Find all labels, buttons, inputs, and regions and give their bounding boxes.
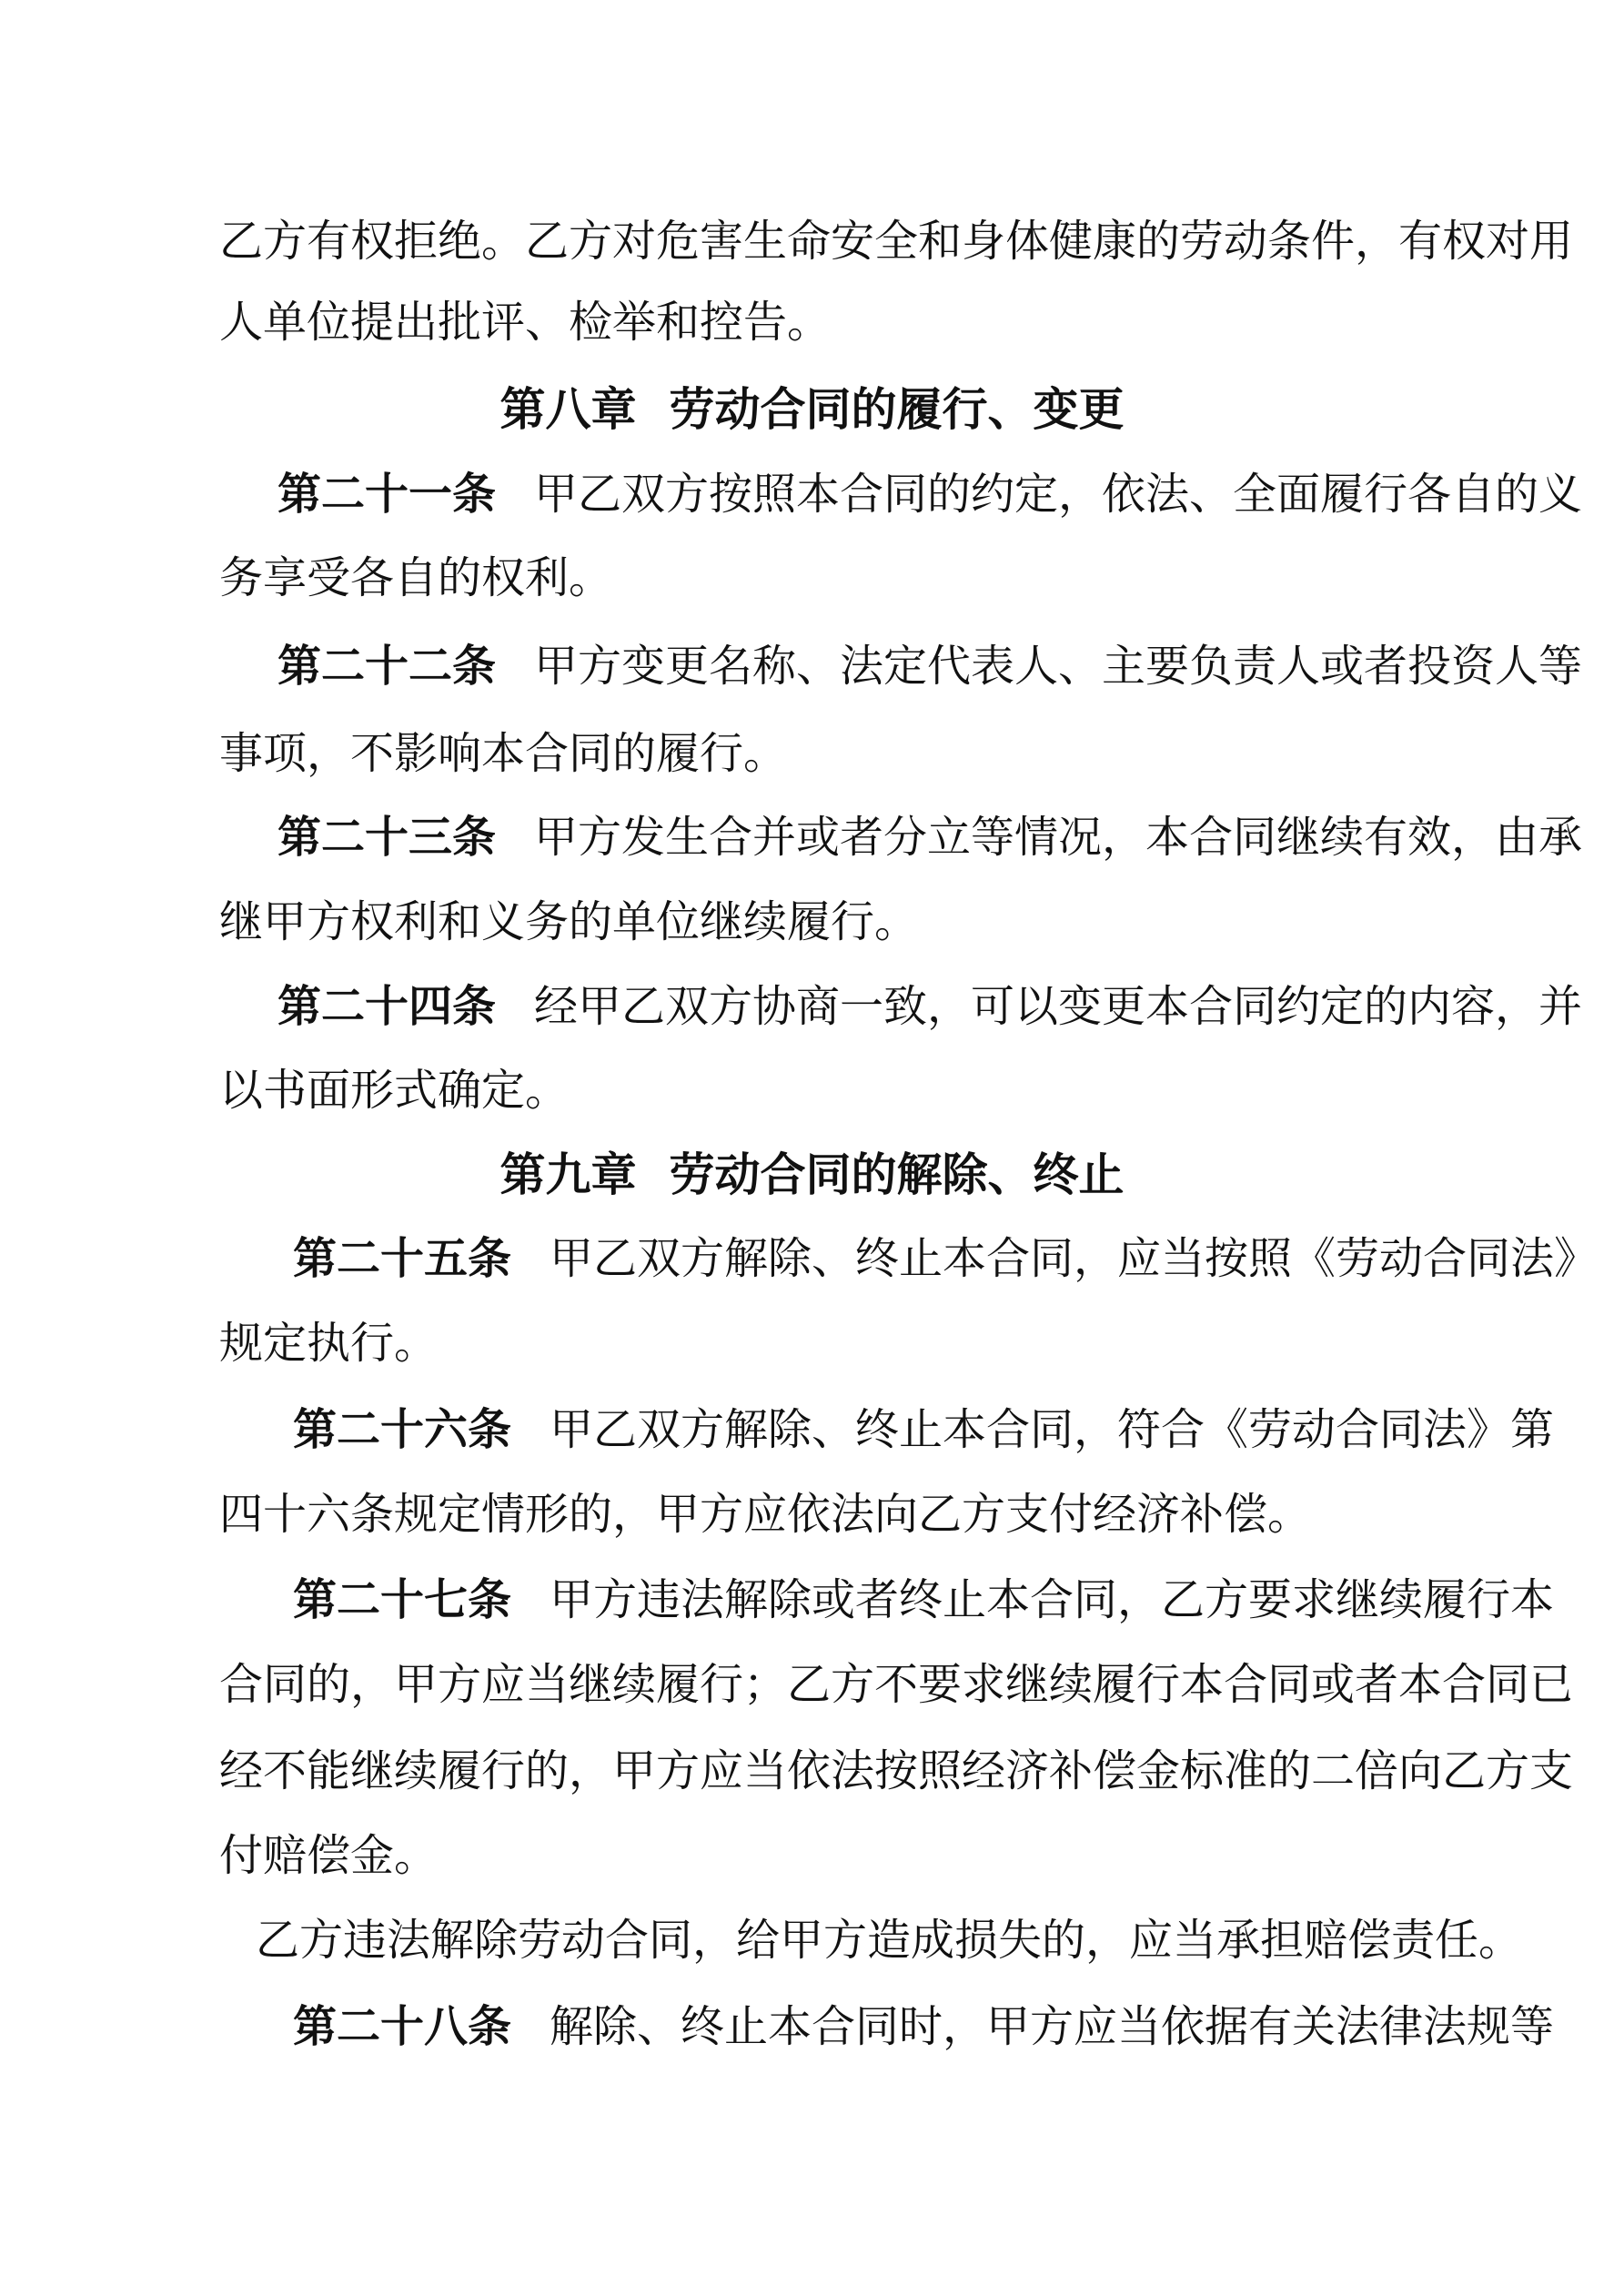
article-label: 第二十四条 <box>277 981 497 1032</box>
text-line: 继甲方权利和义务的单位继续履行。 <box>219 896 919 947</box>
article-label: 第二十六条 <box>293 1404 512 1455</box>
text-line: 以书面形式确定。 <box>219 1065 570 1116</box>
article-28 <box>293 1999 1555 2054</box>
article-27 <box>293 1573 1555 1627</box>
article-23 <box>277 810 1583 865</box>
chapter-heading <box>0 382 1624 437</box>
article-label: 第二十七条 <box>293 1574 512 1625</box>
article-21 <box>277 467 1583 521</box>
text-line: 务享受各自的权利。 <box>219 552 613 603</box>
article-text: 经甲乙双方协商一致，可以变更本合同约定的内容，并 <box>534 981 1583 1032</box>
text-line: 四十六条规定情形的，甲方应依法向乙方支付经济补偿。 <box>219 1489 1312 1540</box>
chapter-title: 劳动合同的履行、变更 <box>669 383 1125 436</box>
text-line: 经不能继续履行的，甲方应当依法按照经济补偿金标准的二倍向乙方支 <box>219 1745 1574 1796</box>
article-text: 甲方发生合并或者分立等情况，本合同继续有效，由承 <box>534 812 1583 863</box>
article-24 <box>277 979 1583 1034</box>
article-label: 第二十一条 <box>277 469 497 520</box>
article-label: 第二十八条 <box>293 2001 512 2052</box>
article-26 <box>293 1402 1555 1457</box>
chapter-number: 第八章 <box>499 383 637 436</box>
text-line: 规定执行。 <box>219 1318 439 1369</box>
article-text: 甲乙双方解除、终止本合同，符合《劳动合同法》第 <box>550 1404 1555 1455</box>
text-line: 合同的，甲方应当继续履行；乙方不要求继续履行本合同或者本合同已 <box>219 1659 1574 1710</box>
chapter-heading <box>0 1148 1624 1202</box>
chapter-title: 劳动合同的解除、终止 <box>669 1148 1125 1201</box>
chapter-number: 第九章 <box>499 1148 637 1201</box>
article-label: 第二十三条 <box>277 812 497 863</box>
text-line: 乙方有权拒绝。乙方对危害生命安全和身体健康的劳动条件，有权对用 <box>219 216 1574 267</box>
text-line: 事项，不影响本合同的履行。 <box>219 728 788 779</box>
article-22 <box>277 639 1583 693</box>
article-25 <box>293 1231 1599 1286</box>
article-text: 甲乙双方按照本合同的约定，依法、全面履行各自的义 <box>534 469 1583 520</box>
article-text: 解除、终止本合同时，甲方应当依据有关法律法规等 <box>550 2001 1555 2052</box>
article-text: 甲方违法解除或者终止本合同，乙方要求继续履行本 <box>550 1574 1555 1625</box>
article-text: 甲方变更名称、法定代表人、主要负责人或者投资人等 <box>534 641 1583 692</box>
text-line: 付赔偿金。 <box>219 1830 439 1881</box>
article-label: 第二十二条 <box>277 641 497 692</box>
article-label: 第二十五条 <box>293 1233 512 1284</box>
article-text: 甲乙双方解除、终止本合同，应当按照《劳动合同法》 <box>550 1233 1599 1284</box>
text-line: 乙方违法解除劳动合同，给甲方造成损失的，应当承担赔偿责任。 <box>256 1915 1523 1966</box>
text-line: 人单位提出批评、检举和控告。 <box>219 297 832 348</box>
